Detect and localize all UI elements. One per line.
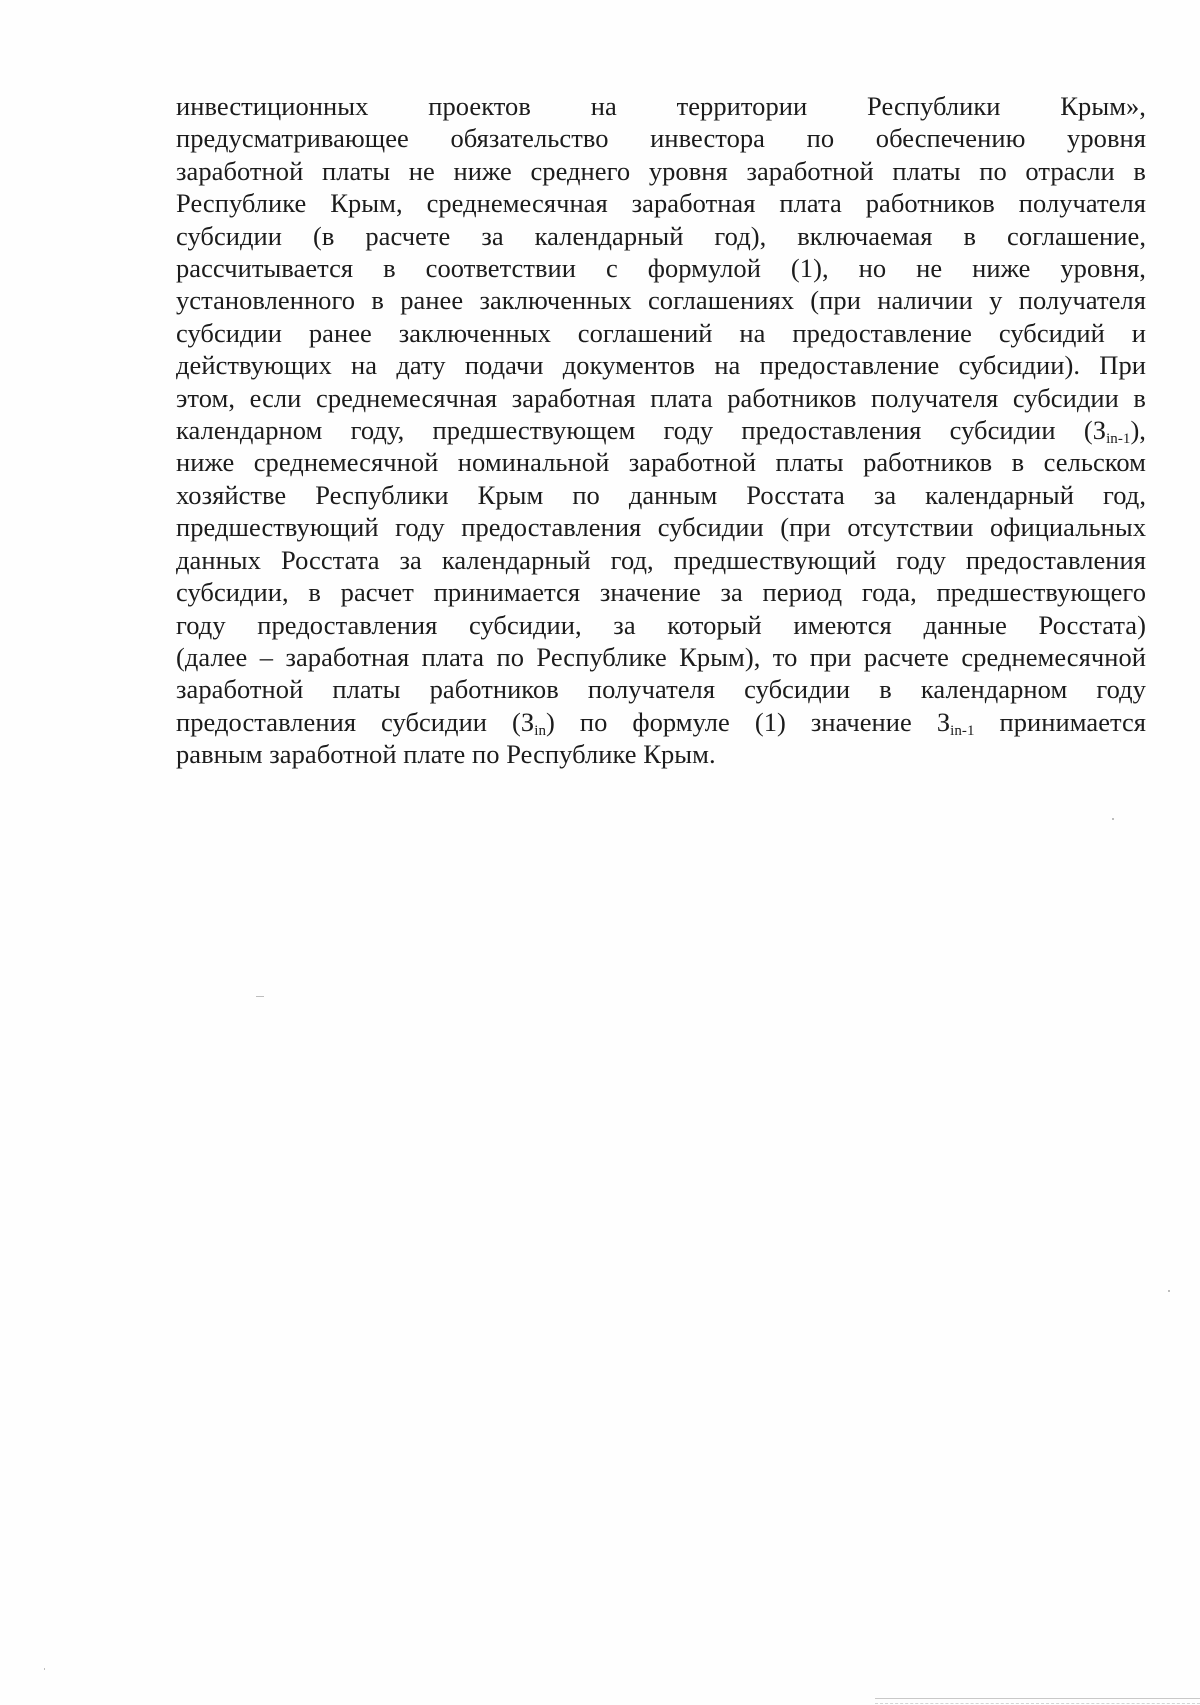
subscript-in-1-b: in-1 <box>950 722 975 739</box>
scan-edge-mark <box>875 1698 1200 1704</box>
text-line-20-mid: ) по формуле (1) значение З <box>546 706 951 737</box>
text-line-3: заработной платы не ниже среднего уровня заработной платы по отрасли в <box>176 155 1146 186</box>
text-line-11 <box>176 414 1146 446</box>
text-line-5: субсидии (в расчете за календарный год), включаемая в соглашение, <box>176 220 1146 251</box>
subscript-in: in <box>534 722 547 739</box>
scan-speck <box>1112 818 1114 820</box>
text-line-4: Республике Крым, среднемесячная заработная плата работников получателя <box>176 188 1146 219</box>
text-line-20-main: предоставления субсидии (З <box>176 706 535 737</box>
text-line-9: действующих на дату подачи документов на предоставление субсидии). При <box>176 350 1146 381</box>
text-line-18: (далее – заработная плата по Республике Крым), то при расчете среднемесячной <box>176 641 1146 672</box>
text-line-7: установленного в ранее заключенных соглашениях (при наличии у получателя <box>176 285 1146 316</box>
text-line-17: году предоставления субсидии, за который имеются данные Росстата) <box>176 609 1146 640</box>
text-line-12: ниже среднемесячной номинальной заработной платы работников в сельском <box>176 447 1146 478</box>
document-body <box>176 90 1146 771</box>
text-line-21: равным заработной плате по Республике Крым. <box>176 739 716 770</box>
text-line-11-main: календарном году, предшествующем году предоставления субсидии (З <box>176 415 1107 446</box>
text-line-14: предшествующий году предоставления субсидии (при отсутствии официальных <box>176 512 1146 543</box>
body-paragraph <box>176 90 1146 771</box>
text-line-20 <box>176 706 1146 738</box>
subscript-in-1: in-1 <box>1106 431 1131 448</box>
text-line-19: заработной платы работников получателя субсидии в календарном году <box>176 674 1146 705</box>
text-line-13: хозяйстве Республики Крым по данным Росстата за календарный год, <box>176 479 1146 510</box>
scan-speck <box>256 996 264 997</box>
scan-speck <box>44 1668 45 1670</box>
text-line-15: данных Росстата за календарный год, предшествующий году предоставления <box>176 544 1146 575</box>
text-line-20-tail: принимается <box>974 706 1147 737</box>
text-line-11-tail: ), <box>1130 415 1146 446</box>
text-line-10: этом, если среднемесячная заработная плата работников получателя субсидии в <box>176 382 1146 413</box>
text-line-6: рассчитывается в соответствии с формулой (1), но не ниже уровня, <box>176 253 1146 284</box>
scan-speck <box>1168 1290 1170 1292</box>
text-line-2: предусматривающее обязательство инвестора по обеспечению уровня <box>176 123 1146 154</box>
text-line-16: субсидии, в расчет принимается значение за период года, предшествующего <box>176 577 1146 608</box>
text-line-1: инвестиционных проектов на территории Республики Крым», <box>176 91 1146 121</box>
text-line-8: субсидии ранее заключенных соглашений на предоставление субсидий и <box>176 317 1146 348</box>
